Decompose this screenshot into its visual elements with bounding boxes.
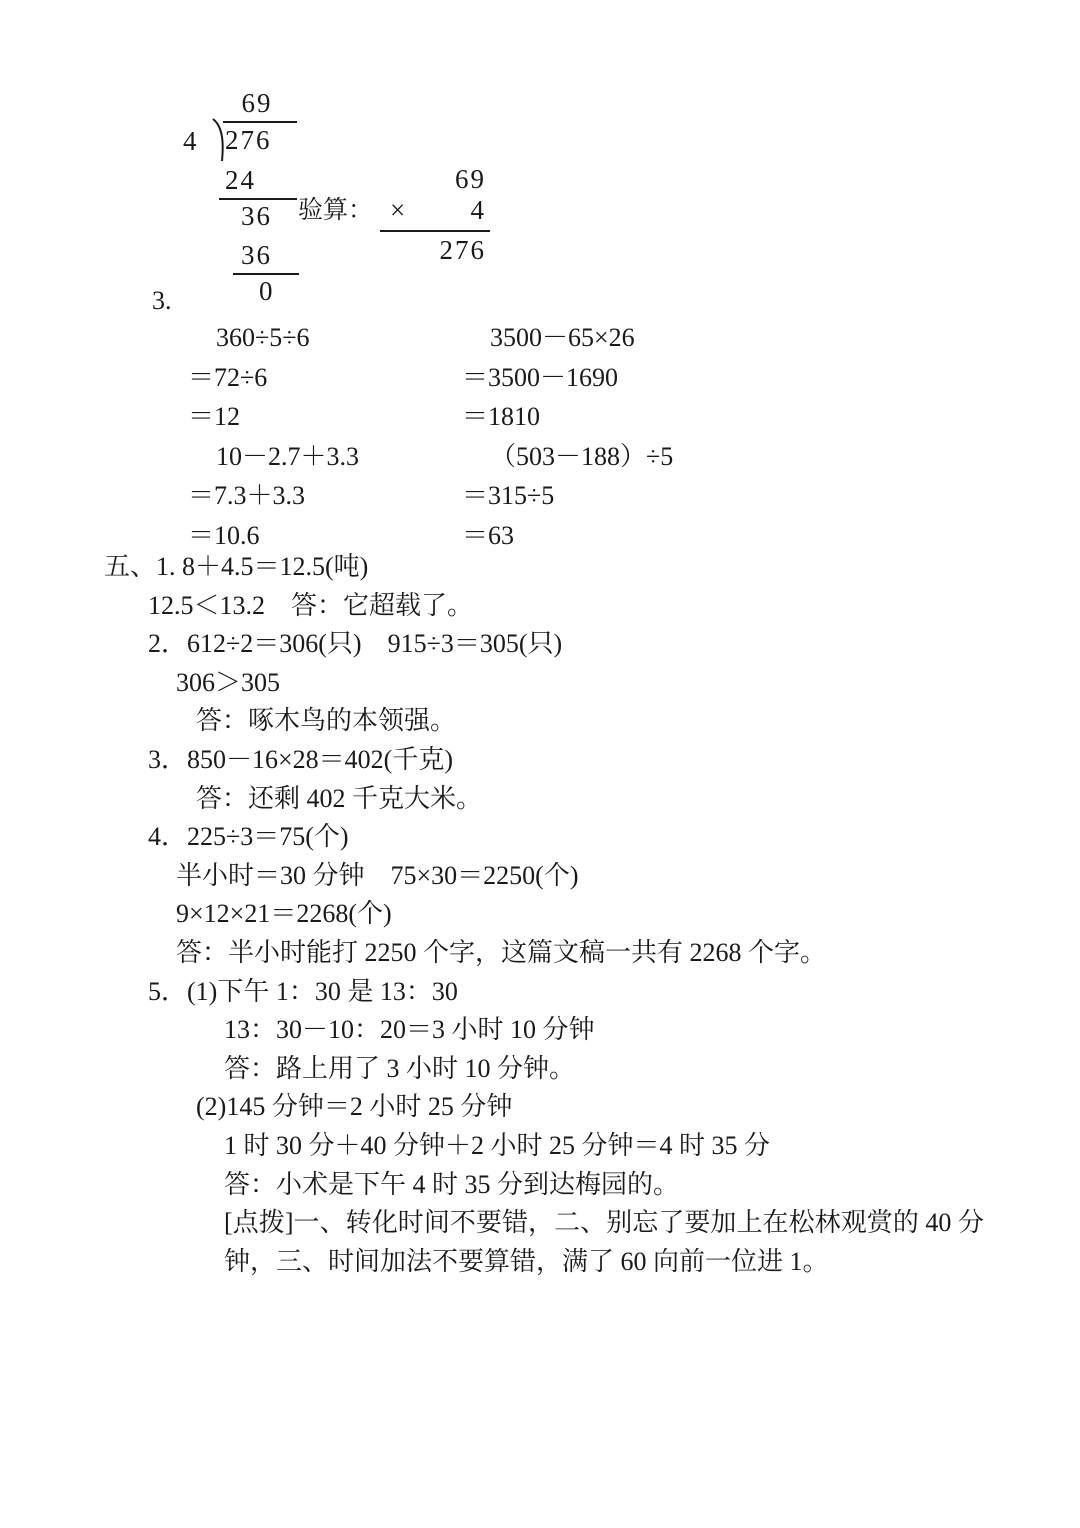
section-3-left-column (188, 318, 359, 555)
answer-item-4-line-3: 9×12×21＝2268(个) (176, 899, 392, 929)
calc-line: ＝315÷5 (462, 481, 555, 510)
calc-line: ＝72÷6 (188, 362, 268, 392)
answer-item-4-line-1: 4．225÷3＝75(个) (148, 822, 349, 852)
calc-line: 10－2.7＋3.3 (216, 441, 360, 471)
check-multiplier: 4 (470, 195, 486, 225)
answer-item-5-line-5: 1 时 30 分＋40 分钟＋2 小时 25 分钟＝4 时 35 分 (224, 1130, 771, 1160)
calc-line: ＝12 (188, 402, 241, 431)
division-rule-1 (219, 198, 297, 200)
calc-line: ＝10.6 (188, 520, 260, 550)
division-step-3: 36 (241, 240, 272, 270)
answer-item-5-line-3: 答：路上用了 3 小时 10 分钟。 (224, 1053, 576, 1083)
worked-example-division (0, 88, 1080, 306)
division-divisor: 4 (183, 126, 199, 156)
answer-item-2-line-1: 2．612÷2＝306(只) 915÷3＝305(只) (148, 629, 563, 659)
section-3-label: 3. (152, 286, 172, 315)
check-multiplication (380, 164, 490, 266)
calc-line: ＝1810 (462, 402, 541, 431)
section-5 (0, 548, 1080, 1281)
answer-item-2-line-2: 306＞305 (176, 667, 281, 697)
calc-line: 3500－65×26 (490, 323, 635, 352)
division-remainder: 0 (259, 276, 275, 306)
answer-item-4-line-2: 半小时＝30 分钟 75×30＝2250(个) (176, 860, 579, 890)
answer-item-2-line-3: 答：啄木鸟的本领强。 (196, 706, 457, 736)
check-label: 验算： (298, 197, 374, 224)
check-operator: × (390, 195, 408, 225)
answer-item-3-line-1: 3．850－16×28＝402(千克) (148, 744, 453, 774)
section-3-right-column (462, 318, 673, 555)
answer-item-5-line-1: 5．(1)下午 1：30 是 13：30 (148, 976, 458, 1006)
answer-item-5-tip: [点拨]一、转化时间不要错，二、别忘了要加上在松林观赏的 40 分钟，三、时间加法不要算错，满了 60 向前一位进 1。 (224, 1208, 984, 1276)
check-product: 276 (439, 235, 486, 265)
division-vinculum (223, 121, 297, 123)
division-dividend: 276 (225, 125, 272, 155)
answer-item-5-line-2: 13：30－10：20＝3 小时 10 分钟 (224, 1015, 595, 1045)
division-step-2: 36 (241, 201, 272, 231)
answer-item-4-line-4: 答：半小时能打 2250 个字，这篇文稿一共有 2268 个字。 (176, 937, 827, 967)
check-rule (380, 230, 490, 232)
answer-item-1-line-1: 1. 8＋4.5＝12.5(吨) (156, 552, 369, 581)
calc-line: ＝3500－1690 (462, 362, 619, 392)
answer-item-1-line-2: 12.5＜13.2 答：它超载了。 (148, 590, 474, 620)
calc-line: （503－188）÷5 (490, 441, 674, 471)
calc-line: ＝63 (462, 520, 515, 550)
section-5-heading-line (0, 548, 1080, 587)
check-multiplicand: 69 (455, 164, 486, 194)
calc-line: 360÷5÷6 (216, 323, 310, 352)
answer-item-5-line-6: 答：小术是下午 4 时 35 分到达梅园的。 (224, 1169, 680, 1199)
division-rule-2 (233, 273, 299, 275)
section-5-heading: 五、 (104, 552, 157, 581)
division-quotient: 69 (241, 88, 273, 118)
answer-item-5-line-4: (2)145 分钟＝2 小时 25 分钟 (196, 1092, 513, 1122)
calc-line: ＝7.3＋3.3 (188, 481, 306, 510)
division-step-1: 24 (225, 165, 256, 195)
answer-item-3-line-2: 答：还剩 402 千克大米。 (196, 783, 483, 813)
check-operator-row (380, 195, 490, 226)
